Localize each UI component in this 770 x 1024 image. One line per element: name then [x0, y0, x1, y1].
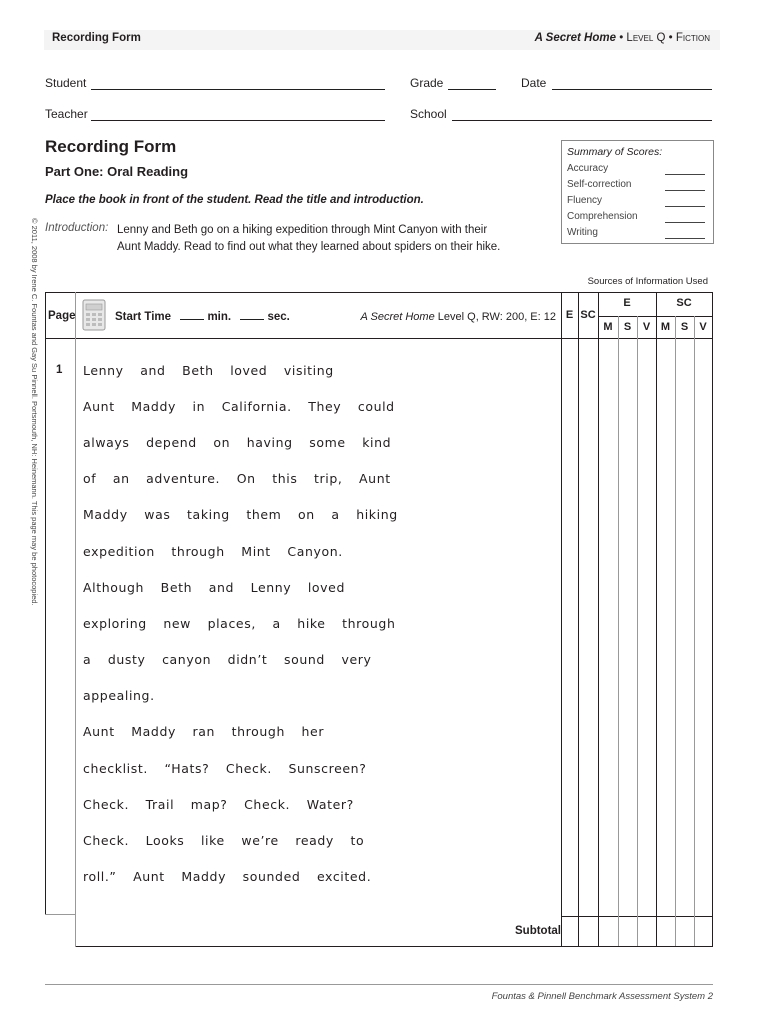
header-separator: •	[668, 32, 673, 44]
header-form-title: Recording Form	[52, 32, 141, 44]
summary-title: Summary of Scores:	[567, 146, 663, 158]
summary-fluency-label: Fluency	[567, 195, 603, 206]
reading-text-line: Aunt Maddy ran through her	[83, 724, 325, 739]
msv-divider	[675, 916, 676, 946]
msv-divider	[618, 316, 619, 916]
msv-divider	[694, 916, 695, 946]
part-title: Part One: Oral Reading	[45, 164, 189, 179]
summary-writing-label: Writing	[567, 227, 598, 238]
teacher-field[interactable]	[91, 120, 385, 121]
e-visual-header: V	[642, 321, 651, 333]
sc-visual-header: V	[699, 321, 707, 333]
reading-text-line: Although Beth and Lenny loved	[83, 580, 345, 595]
sc-column-divider	[598, 292, 599, 947]
self-corrections-column-header: SC	[580, 309, 596, 321]
page-column-header: Page	[48, 310, 76, 322]
school-label: School	[410, 107, 447, 121]
sources-e-group-header: E	[623, 297, 631, 309]
header-genre: Fiction	[675, 32, 710, 44]
table-header-bottom-border	[45, 338, 713, 339]
start-time-seconds-blank[interactable]	[240, 319, 264, 320]
e-meaning-header: M	[603, 321, 613, 333]
introduction-line: Aunt Maddy. Read to find out what they learned about spiders on their hike.	[117, 241, 501, 253]
page-col-bottom	[45, 914, 75, 915]
summary-comprehension-label: Comprehension	[567, 211, 638, 222]
header-book-title: A Secret Home	[534, 32, 616, 44]
reading-text-line: roll.” Aunt Maddy sounded excited.	[83, 869, 372, 884]
msv-divider	[618, 916, 619, 946]
sc-meaning-header: M	[660, 321, 671, 333]
source-group-divider-vertical	[656, 292, 657, 947]
writing-score-field[interactable]	[665, 238, 705, 239]
table-top-border	[45, 292, 713, 293]
comprehension-score-field[interactable]	[665, 222, 705, 223]
table-right-border	[712, 292, 713, 947]
page-number: 1	[56, 364, 63, 376]
date-label: Date	[521, 76, 547, 90]
self-correction-score-field[interactable]	[665, 190, 705, 191]
e-column-divider	[578, 292, 579, 947]
introduction-label: Introduction:	[45, 222, 109, 234]
header-level: Level Q	[626, 32, 666, 44]
msv-divider	[637, 916, 638, 946]
reading-text-line: checklist. “Hats? Check. Sunscreen?	[83, 761, 367, 776]
accuracy-score-field[interactable]	[665, 174, 705, 175]
start-time-minutes-blank[interactable]	[180, 319, 204, 320]
date-field[interactable]	[552, 89, 712, 90]
page-title: Recording Form	[45, 137, 177, 156]
reading-text-line: Check. Looks like we’re ready to	[83, 833, 365, 848]
table-bottom-border	[75, 946, 713, 947]
book-reference	[361, 311, 556, 323]
reading-text-line: expedition through Mint Canyon.	[83, 544, 343, 559]
start-time-label: Start Time	[115, 311, 172, 323]
copyright-credit: © 2011, 2008 by Irene C. Fountas and Gay Su Pinnell. Portsmouth, NH: Heinemann. This page may be photocopied.	[30, 218, 39, 606]
reading-text-line: appealing.	[83, 688, 155, 703]
reading-text-line: of an adventure. On this trip, Aunt	[83, 471, 391, 486]
book-reference-title: A Secret Home	[360, 311, 435, 323]
errors-column-header: E	[565, 309, 574, 321]
reading-text-line: Lenny and Beth loved visiting	[83, 363, 334, 378]
subtotal-label: Subtotal	[515, 925, 561, 937]
book-reference-meta: Level Q, RW: 200, E: 12	[437, 311, 556, 323]
reading-text-line: Check. Trail map? Check. Water?	[83, 797, 354, 812]
sources-sc-group-header: SC	[676, 297, 692, 309]
grade-label: Grade	[410, 76, 444, 90]
minutes-label: min.	[207, 311, 232, 323]
summary-self-correction-label: Self-correction	[567, 179, 632, 190]
text-column-divider	[561, 292, 562, 947]
reading-text-line: a dusty canyon didn’t sound very	[83, 652, 372, 667]
fluency-score-field[interactable]	[665, 206, 705, 207]
student-label: Student	[45, 76, 87, 90]
sc-structure-header: S	[680, 321, 689, 333]
instruction-text: Place the book in front of the student. Read the title and introduction.	[45, 194, 424, 206]
msv-divider	[675, 316, 676, 916]
reading-text-line: exploring new places, a hike through	[83, 616, 396, 631]
page-column-divider	[75, 292, 76, 947]
introduction-text	[117, 222, 517, 256]
reading-text-line: Maddy was taking them on a hiking	[83, 507, 398, 522]
reading-text-line: always depend on having some kind	[83, 435, 392, 450]
student-field[interactable]	[91, 89, 385, 90]
grade-field[interactable]	[448, 89, 496, 90]
school-field[interactable]	[452, 120, 712, 121]
header-book-info	[535, 32, 710, 44]
footer-divider	[45, 984, 713, 985]
teacher-label: Teacher	[45, 107, 88, 121]
seconds-label: sec.	[267, 311, 290, 323]
msv-divider	[637, 316, 638, 916]
reading-text-line: Aunt Maddy in California. They could	[83, 399, 395, 414]
timer-calculator-icon	[80, 297, 110, 335]
start-time-field[interactable]	[115, 311, 290, 323]
sources-of-information-label: Sources of Information Used	[587, 276, 708, 287]
msv-divider	[694, 316, 695, 916]
e-structure-header: S	[623, 321, 632, 333]
table-left-border	[45, 292, 46, 914]
summary-accuracy-label: Accuracy	[567, 163, 609, 174]
header-separator: •	[619, 32, 624, 44]
introduction-line: Lenny and Beth go on a hiking expedition through Mint Canyon with their	[117, 224, 488, 236]
footer-credit: Fountas & Pinnell Benchmark Assessment System 2	[491, 991, 713, 1002]
